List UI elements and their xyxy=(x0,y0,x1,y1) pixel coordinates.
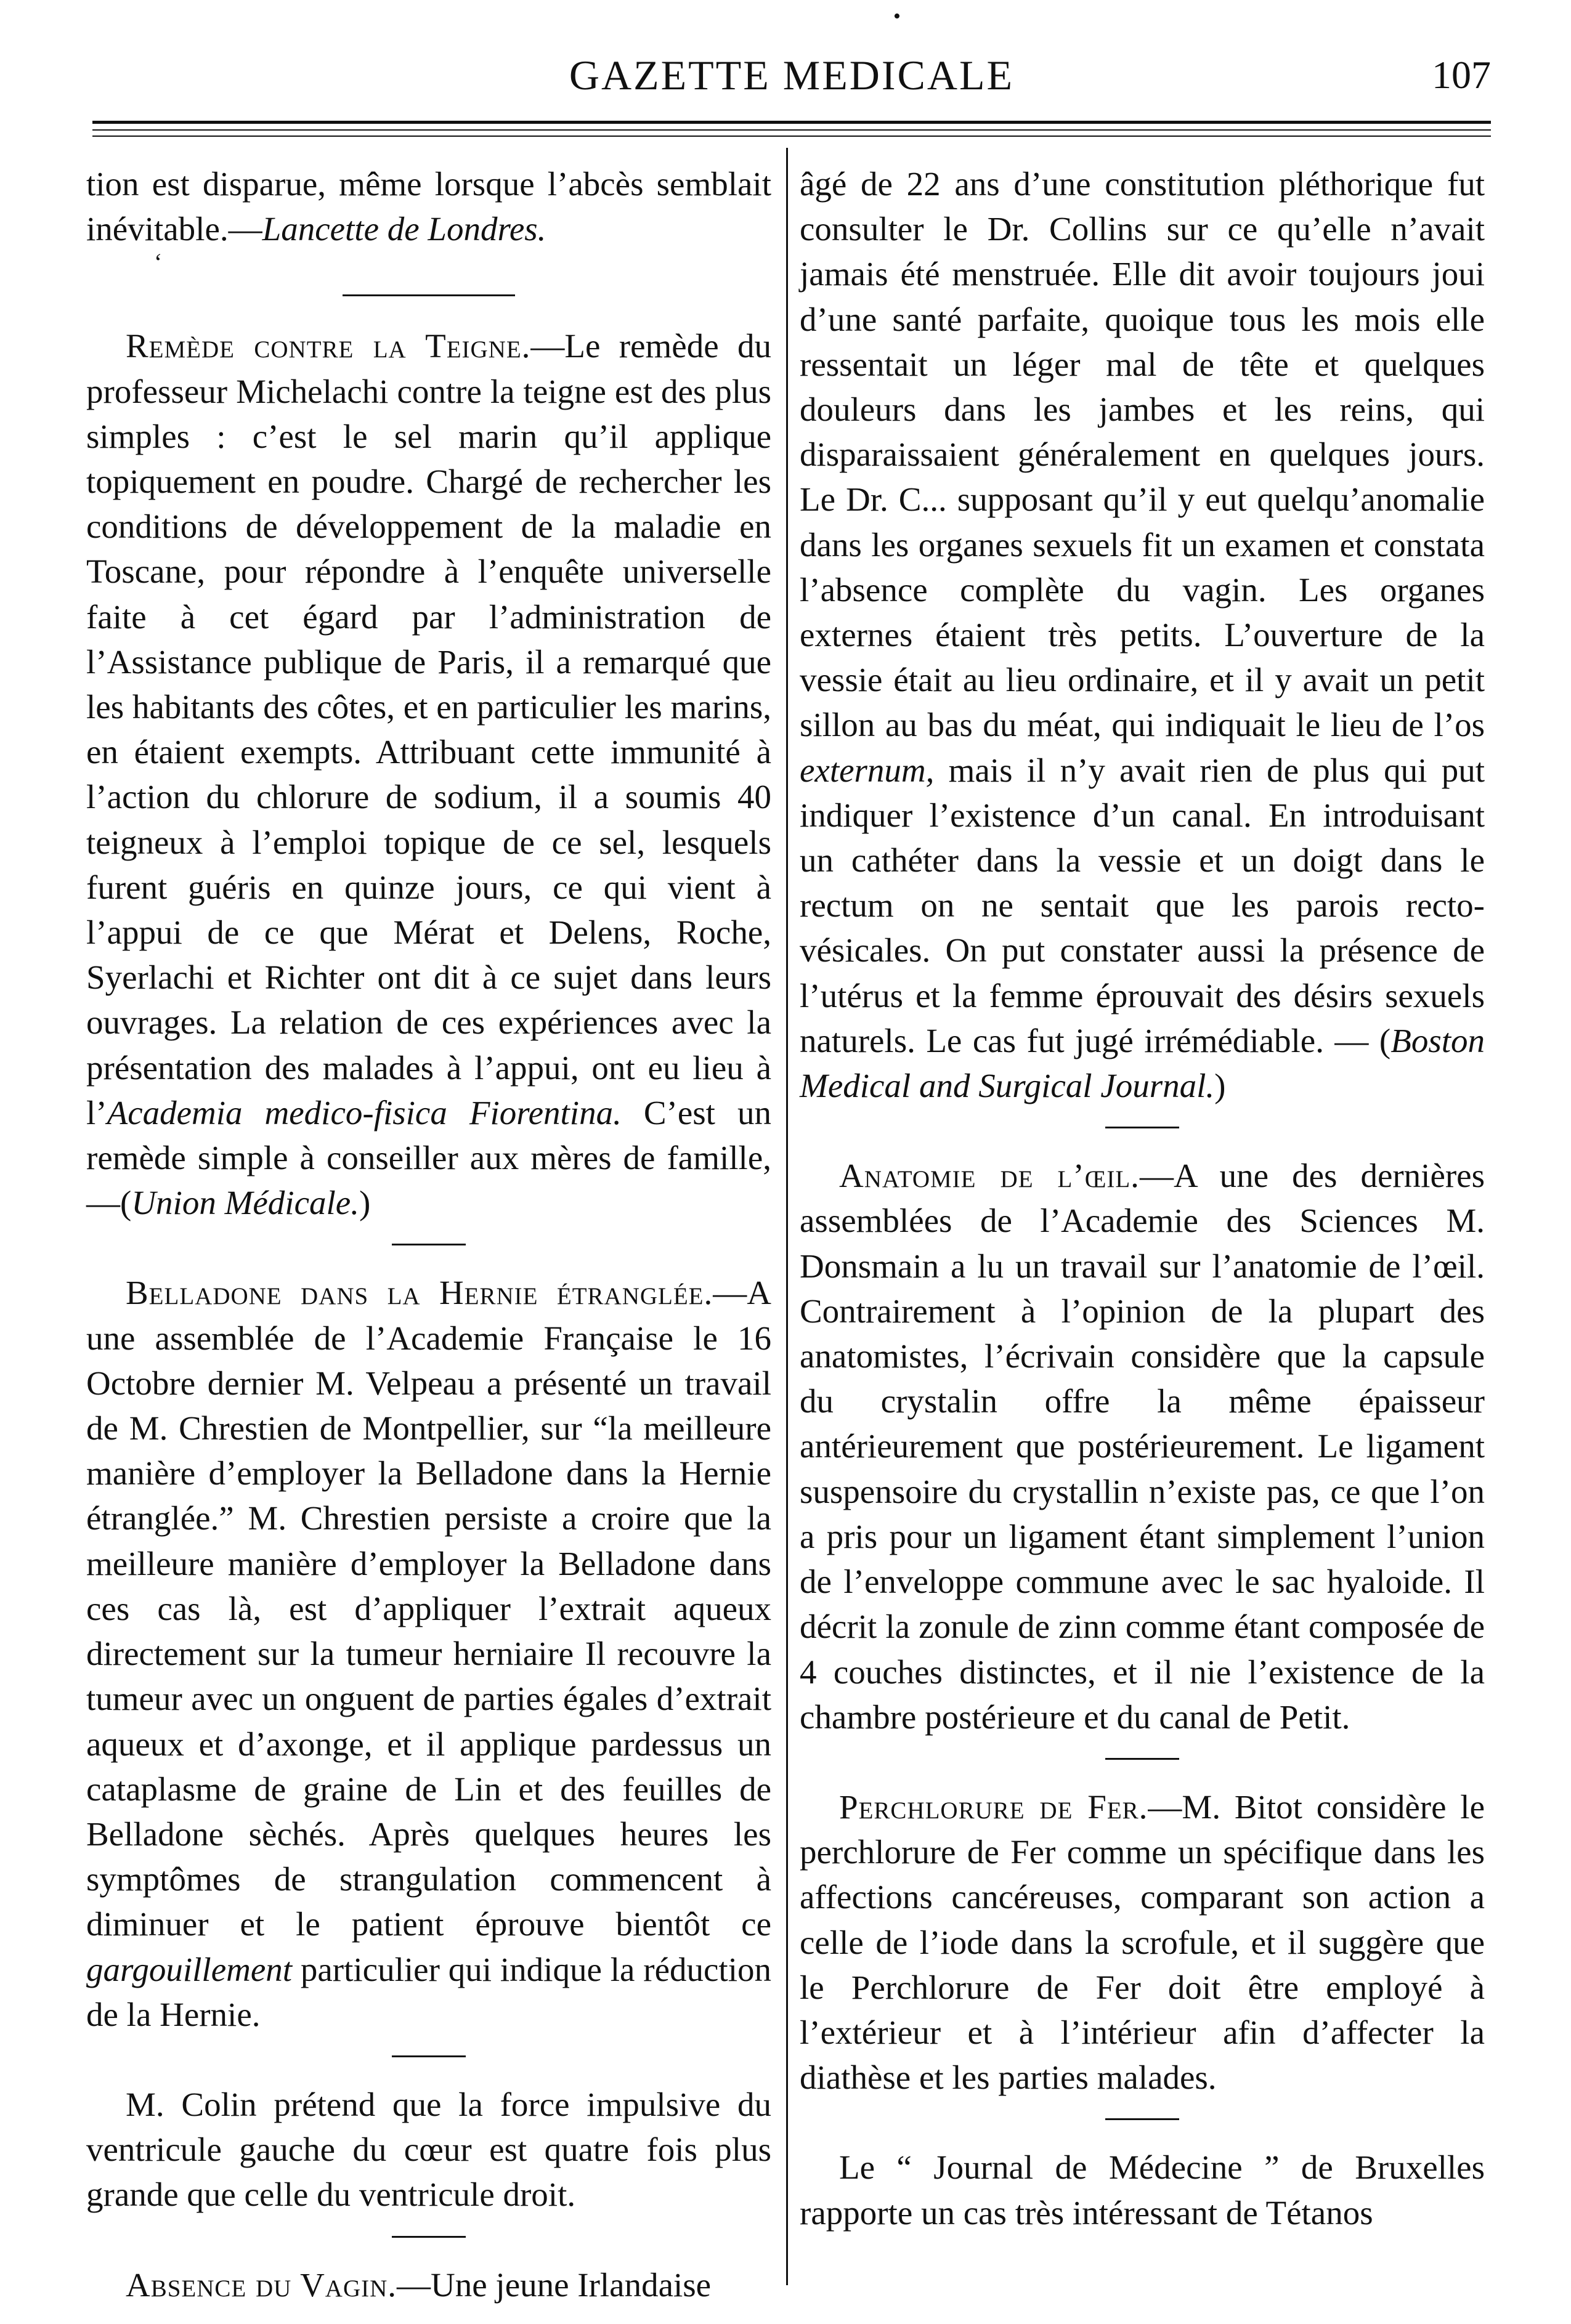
section-separator xyxy=(1105,1758,1179,1760)
section-separator xyxy=(343,294,515,296)
italic-term: gargouillement xyxy=(86,1950,293,1988)
article-teigne: Remède contre la Teigne.—Le remède du professeur Michelachi contre la teigne est des plus simples : c’est le sel marin qu’il applique topiquement en poudre. Chargé de rechercher les conditions de développement de la maladie en Toscane, pour répondre à l’enquête universelle faite à cet égard par l’administration de l’Assistance publique de Paris, il a remarqué que les habitants des côtes, et en particulier les marins, en étaient exempts. Attribuant cette immunité à l’action du chlorure de sodium, il a soumis 40 teigneux à l’emploi topique de ce sel, lesquels furent guéris en quinze jours, ce qui vient à l’appui de ce que Mérat et Delens, Roche, Syerlachi et Richter ont dit à ce sujet dans leurs ouvrages. La relation de ces expériences avec la présentation des malades à l’appui, ont eu lieu à l’Academia medico-fisica Fiorentina. C’est un remède simple à conseiller aux mères de famille,—(Union Médicale.) xyxy=(86,327,772,1222)
article-colin: M. Colin prétend que la force impulsive du ventricule gauche du cœur est quatre fois plus grande que celle du ventricule droit. xyxy=(86,2085,771,2214)
source-citation: Union Médicale. xyxy=(131,1184,359,1222)
section-separator xyxy=(392,2055,466,2057)
article-lancette-ending: tion est disparue, même lorsque l’abcès semblait inévitable.—Lancette de Londres. xyxy=(86,165,771,248)
article-belladone: Belladone dans la Hernie étranglée.—A une assemblée de l’Academie Française le 16 Octobre dernier M. Velpeau a présenté un travail de M. Chrestien de Montpellier, sur “la meilleure manière d’employer la Belladone dans la Hernie étranglée.” M. Chrestien persiste a croire que la meilleure manière d’employer la Belladone dans ces cas là, est d’appliquer l’extrait aqueux directement sur la tumeur herniaire Il recouvre la tumeur avec un onguent de parties égales d’extrait aqueux et d’axonge, et il applique pardessus un cataplasme de graine de Lin et des feuilles de Belladone sèchés. Après quelques heures les symptômes de strangulation commencent à diminuer et le patient éprouve bientôt ce gargouillement particulier qui indique la réduction de la Hernie. xyxy=(86,1274,771,2033)
article-heading: Anatomie de l’œil. xyxy=(839,1157,1140,1195)
article-tetanos: Le “ Journal de Médecine ” de Bruxelles rapporte un cas très intéressant de Tétanos xyxy=(800,2148,1485,2232)
article-perchlorure: Perchlorure de Fer.—M. Bitot considère le perchlorure de Fer comme un spécifique dans les affections cancéreuses, comparant son action a celle de l’iode dans la scrofule, et il suggère que le Perchlorure de Fer doit être employé à l’extérieur et à l’intérieur afin d’affecter la diathèse et les parties malades. xyxy=(800,1788,1485,2097)
section-separator xyxy=(1105,1127,1179,1128)
article-oeil: Anatomie de l’œil.—A une des dernières assemblées de l’Academie des Sciences M. Donsmain a lu un travail sur l’anatomie de l’œil. Contrairement à l’opinion de la plupart des anatomistes, l’écrivain considère que la capsule du crystalin offre la même épaisseur antérieurement que postérieurement. Le ligament suspensoire du crystallin n’existe pas, ce que l’on a pris pour un ligament étant simplement l’union de l’enveloppe commune avec le sac hyaloide. Il décrit la zonule de zinn comme étant composée de 4 couches distinctes, et il nie l’existence de la chambre postérieure et du canal de Petit. xyxy=(800,1157,1485,1736)
top-mark: • xyxy=(893,5,901,28)
source-citation: Boston Medical and Surgical Journal. xyxy=(800,1021,1485,1105)
article-heading: Belladone dans la Hernie étranglée. xyxy=(126,1274,713,1312)
article-vagin: Absence du Vagin.—Une jeune Irlandaise xyxy=(126,2265,712,2304)
column-divider xyxy=(786,148,788,2285)
header-rule-thick xyxy=(92,121,1491,124)
page-header xyxy=(92,51,1491,100)
page-number: 107 xyxy=(1432,53,1491,97)
left-column xyxy=(86,161,771,2307)
header-rule-thin-2 xyxy=(92,136,1491,137)
italic-term: externum, xyxy=(800,751,935,789)
journal-title: GAZETTE MEDICALE xyxy=(569,52,1015,99)
italic-term: Academia medico-fisica Fiorentina. xyxy=(107,1093,622,1132)
article-heading: Absence du Vagin. xyxy=(126,2265,397,2304)
header-rule-thin xyxy=(92,129,1491,131)
section-separator xyxy=(392,1244,466,1245)
source-citation: Lancette de Londres. xyxy=(262,210,546,248)
section-separator xyxy=(1105,2118,1179,2120)
section-separator xyxy=(392,2236,466,2238)
stray-mark: ‘ xyxy=(154,248,163,277)
right-column xyxy=(800,161,1485,2235)
article-heading: Perchlorure de Fer. xyxy=(839,1788,1148,1826)
article-heading: Remède contre la Teigne. xyxy=(126,327,531,365)
article-vagin-continued: âgé de 22 ans d’une constitution pléthorique fut consulter le Dr. Collins sur ce qu’elle n’avait jamais été menstruée. Elle dit avoir toujours joui d’une santé parfaite, quoique tous les mois elle ressentait un léger mal de tête et quelques douleurs dans les jambes et les reins, qui disparaissaient généralement en quelques jours. Le Dr. C... supposant qu’il y eut quelqu’anomalie dans les organes sexuels fit un examen et constata l’absence complète du vagin. Les organes externes étaient très petits. L’ouverture de la vessie était au lieu ordinaire, et il y avait un petit sillon au bas du méat, qui indiquait le lieu de l’os externum, mais il n’y avait rien de plus qui put indiquer l’existence d’un canal. En introduisant un cathéter dans la vessie et un doigt dans le rectum on ne sentait que les parois recto-vésicales. On put constater aussi la présence de l’utérus et la femme éprouvait des désirs sexuels naturels. Le cas fut jugé irrémédiable. — (Boston Medical and Surgical Journal.) xyxy=(800,165,1485,1105)
